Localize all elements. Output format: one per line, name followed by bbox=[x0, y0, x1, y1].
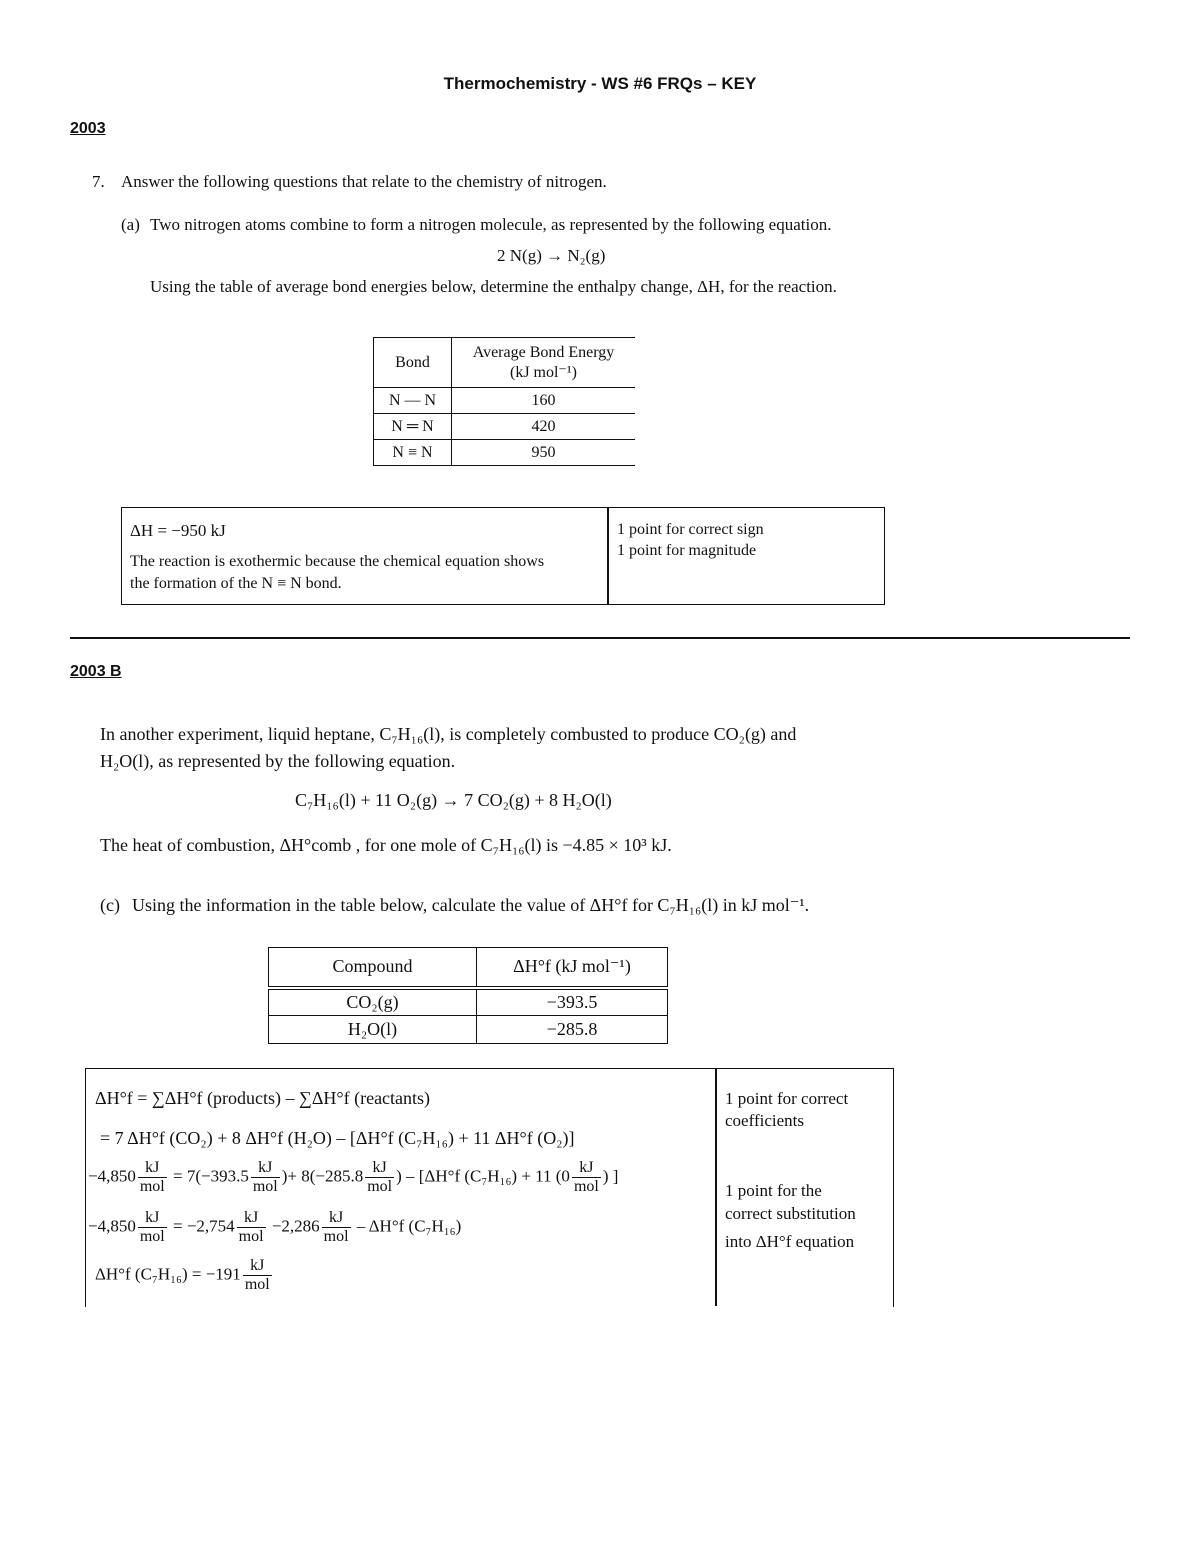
page-title: Thermochemistry - WS #6 FRQs – KEY bbox=[443, 74, 757, 93]
energy-header-line1: Average Bond Energy bbox=[472, 343, 615, 361]
table-row bbox=[374, 414, 636, 440]
answer-2-line1: ΔH°f = ∑ΔH°f (products) – ∑ΔH°f (reactants) bbox=[95, 1088, 431, 1108]
fraction-den: mol bbox=[323, 1228, 349, 1245]
bond-header: Bond bbox=[374, 338, 452, 388]
bond-energy-table bbox=[373, 337, 635, 466]
fraction-num: kJ bbox=[251, 1160, 280, 1178]
section-year-2003b: 2003 B bbox=[70, 663, 122, 680]
fraction bbox=[365, 1160, 394, 1195]
heptane-intro-line2: H₂O(l), as represented by the following equation. bbox=[100, 751, 456, 771]
answer-2-line5 bbox=[95, 1258, 274, 1293]
line5-left: ΔH°f (C₇H₁₆) = −191 bbox=[95, 1264, 241, 1284]
fraction-den: mol bbox=[367, 1178, 393, 1195]
points-2-sub-a: 1 point for the bbox=[725, 1181, 822, 1200]
energy-header bbox=[452, 338, 636, 388]
fraction-den: mol bbox=[238, 1228, 264, 1245]
points-2-coef-b: coefficients bbox=[725, 1111, 804, 1130]
compound-header: Compound bbox=[269, 948, 477, 988]
part-c-text: Using the information in the table below, calculate the value of ΔH°f for C₇H₁₆(l) in kJ mol⁻¹. bbox=[132, 895, 810, 915]
fraction bbox=[138, 1160, 167, 1195]
heat-of-combustion: The heat of combustion, ΔH°comb , for one mole of C₇H₁₆(l) is −4.85 × 10³ kJ. bbox=[100, 835, 672, 855]
bond-cell: N ═ N bbox=[374, 414, 452, 440]
points-1-sign: 1 point for correct sign bbox=[617, 521, 764, 538]
line3-left: −4,850 bbox=[88, 1166, 136, 1186]
fraction-num: kJ bbox=[365, 1160, 394, 1178]
fraction-num: kJ bbox=[138, 1160, 167, 1178]
answer-2-line2: = 7 ΔH°f (CO₂) + 8 ΔH°f (H₂O) – [ΔH°f (C₇H₁₆) + 11 ΔH°f (O₂)] bbox=[100, 1128, 575, 1148]
energy-header-line2: (kJ mol⁻¹) bbox=[509, 363, 577, 381]
enthalpy-table bbox=[268, 947, 668, 1044]
answer-box-1-divider bbox=[607, 507, 609, 605]
answer-2-line4 bbox=[88, 1210, 461, 1245]
heptane-intro-line1: In another experiment, liquid heptane, C₇H₁₆(l), is completely combusted to produce CO₂(g) and bbox=[100, 724, 797, 744]
question-number: 7. bbox=[92, 172, 105, 191]
points-2-sub-c: into ΔH°f equation bbox=[725, 1232, 855, 1251]
compound-cell: H₂O(l) bbox=[269, 1016, 477, 1044]
fraction-den: mol bbox=[573, 1178, 599, 1195]
answer-1-line1: ΔH = −950 kJ bbox=[130, 521, 226, 540]
fraction bbox=[237, 1210, 266, 1245]
table-row bbox=[374, 440, 636, 466]
energy-cell: 160 bbox=[452, 388, 636, 414]
answer-1-line2: The reaction is exothermic because the chemical equation shows bbox=[130, 553, 545, 570]
nitrogen-equation: 2 N(g) → N₂(g) bbox=[497, 246, 606, 265]
bond-instruction: Using the table of average bond energies below, determine the enthalpy change, ΔH, for the reaction. bbox=[150, 277, 837, 296]
answer-2-line3 bbox=[88, 1160, 618, 1195]
answer-box-2-divider bbox=[715, 1068, 717, 1306]
fraction bbox=[322, 1210, 351, 1245]
fraction bbox=[251, 1160, 280, 1195]
energy-cell: 950 bbox=[452, 440, 636, 466]
combustion-equation: C₇H₁₆(l) + 11 O₂(g) → 7 CO₂(g) + 8 H₂O(l) bbox=[295, 790, 612, 810]
fraction-den: mol bbox=[252, 1178, 278, 1195]
part-c-label: (c) bbox=[100, 895, 120, 915]
fraction bbox=[243, 1258, 272, 1293]
dh-header: ΔH°f (kJ mol⁻¹) bbox=[477, 948, 668, 988]
points-2-coef-a: 1 point for correct bbox=[725, 1089, 849, 1108]
section-divider bbox=[70, 637, 1130, 639]
line3-c: ) – [ΔH°f (C₇H₁₆) + 11 (0 bbox=[396, 1166, 570, 1186]
question-intro: Answer the following questions that relate to the chemistry of nitrogen. bbox=[121, 172, 607, 191]
fraction bbox=[572, 1160, 601, 1195]
fraction-den: mol bbox=[244, 1276, 270, 1293]
fraction-num: kJ bbox=[572, 1160, 601, 1178]
line4-left: −4,850 bbox=[88, 1216, 136, 1236]
part-a-text: Two nitrogen atoms combine to form a nitrogen molecule, as represented by the following equation. bbox=[150, 215, 832, 234]
fraction-den: mol bbox=[139, 1178, 165, 1195]
line4-mid: = −2,754 bbox=[172, 1216, 235, 1236]
value-cell: −393.5 bbox=[477, 988, 668, 1016]
line3-end: ) ] bbox=[602, 1166, 619, 1186]
part-a-label: (a) bbox=[121, 215, 140, 234]
line3-b: )+ 8(−285.8 bbox=[281, 1166, 364, 1186]
points-2-sub-b: correct substitution bbox=[725, 1204, 856, 1223]
value-cell: −285.8 bbox=[477, 1016, 668, 1044]
line4-c: – ΔH°f (C₇H₁₆) bbox=[356, 1216, 462, 1236]
line3-mid: = 7(−393.5 bbox=[172, 1166, 249, 1186]
table-row bbox=[269, 1016, 668, 1044]
fraction-den: mol bbox=[139, 1228, 165, 1245]
bond-cell: N — N bbox=[374, 388, 452, 414]
fraction-num: kJ bbox=[138, 1210, 167, 1228]
table-row bbox=[269, 988, 668, 1016]
answer-1-line3: the formation of the N ≡ N bond. bbox=[130, 575, 342, 592]
fraction-num: kJ bbox=[237, 1210, 266, 1228]
table-row bbox=[374, 388, 636, 414]
fraction bbox=[138, 1210, 167, 1245]
energy-cell: 420 bbox=[452, 414, 636, 440]
line4-b: −2,286 bbox=[271, 1216, 320, 1236]
compound-cell: CO₂(g) bbox=[269, 988, 477, 1016]
section-year-2003: 2003 bbox=[70, 120, 106, 137]
points-1-magnitude: 1 point for magnitude bbox=[617, 542, 757, 559]
fraction-num: kJ bbox=[243, 1258, 272, 1276]
fraction-num: kJ bbox=[322, 1210, 351, 1228]
bond-cell: N ≡ N bbox=[374, 440, 452, 466]
